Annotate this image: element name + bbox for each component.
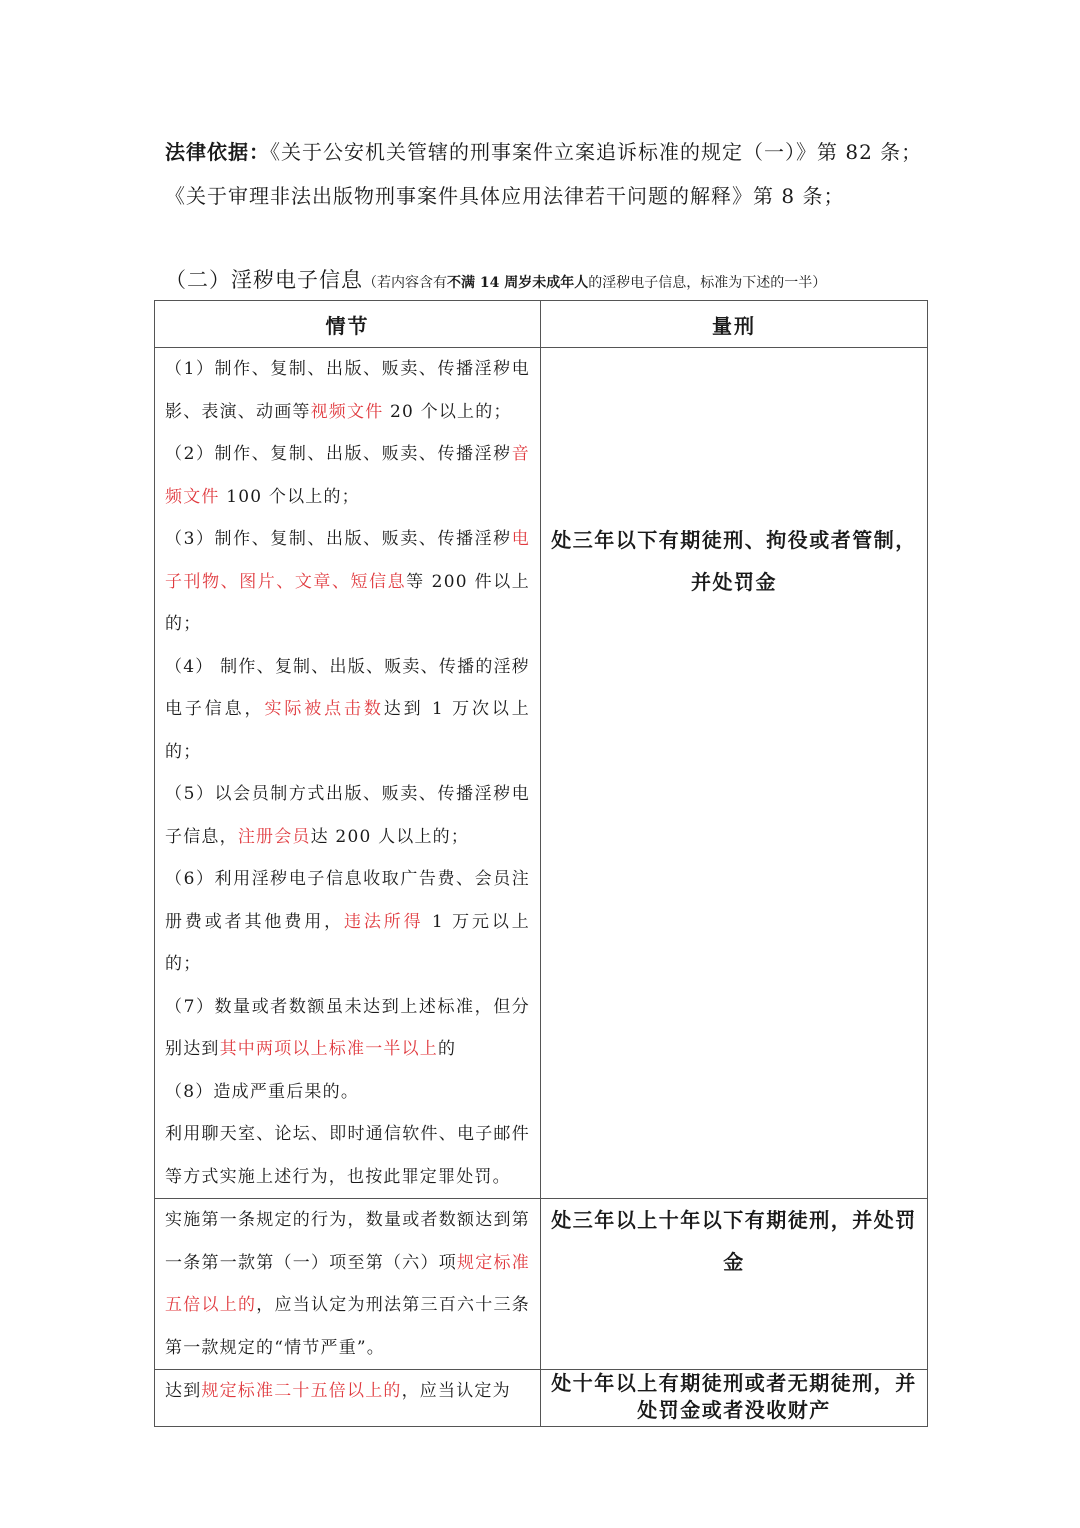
header-sentence: 量刑 bbox=[541, 301, 928, 348]
sentence-cell bbox=[541, 1370, 928, 1427]
item-text: 实施第一条规定的行为，数量或者数额达到第一条第一款第（一）项至第（六）项 bbox=[165, 1210, 530, 1273]
item-text: （3）制作、复制、出版、贩卖、传播淫秽 bbox=[165, 529, 512, 549]
circumstance-cell bbox=[155, 348, 541, 1199]
table-row bbox=[155, 1199, 928, 1370]
table-row bbox=[155, 348, 928, 1199]
item-text: （5）以会员制方式出版、贩卖、传播淫秽电子信息， bbox=[165, 784, 530, 847]
circumstance-cell bbox=[155, 1199, 541, 1370]
table-row bbox=[155, 1370, 928, 1427]
section-note bbox=[363, 275, 826, 291]
note-emphasis: 不满 14 周岁未成年人 bbox=[447, 275, 589, 291]
section-heading bbox=[165, 262, 945, 301]
list-item bbox=[165, 646, 530, 774]
section-title: （二）淫秽电子信息 bbox=[165, 268, 363, 292]
sentence-cell bbox=[541, 1199, 928, 1370]
sentence-text: 处三年以下有期徒刑、拘役或者管制，并处罚金 bbox=[551, 528, 917, 594]
legal-basis-line-1 bbox=[165, 130, 945, 174]
item-text: （7）数量或者数额虽未达到上述标准，但分别达到 bbox=[165, 996, 530, 1059]
item-highlight: 其中两项以上标准一半以上 bbox=[219, 1039, 439, 1059]
header-circumstance: 情节 bbox=[155, 301, 541, 348]
sentencing-table bbox=[154, 300, 928, 1427]
sentence-text: 处十年以上有期徒刑或者无期徒刑，并处罚金或者没收财产 bbox=[551, 1371, 917, 1422]
item-text: ，应当认定为 bbox=[401, 1381, 511, 1401]
list-item bbox=[165, 773, 530, 858]
list-item: （8）造成严重后果的。 bbox=[165, 1081, 360, 1102]
item-text: 100 个以上的； bbox=[219, 486, 360, 507]
item-highlight: 规定标准二十五倍以上的 bbox=[201, 1381, 402, 1401]
list-item bbox=[165, 348, 530, 433]
item-text: 20 个以上的； bbox=[383, 401, 512, 422]
item-text: （1）制作、复制、出版、贩卖、传播淫秽电影、表演、动画等 bbox=[165, 359, 530, 422]
legal-basis-ref-1: 《关于公安机关管辖的刑事案件立案追诉标准的规定（一）》第 82 条； bbox=[270, 140, 923, 164]
item-highlight: 注册会员 bbox=[237, 826, 311, 847]
item-highlight: 规定标准五倍以上的 bbox=[165, 1252, 530, 1315]
list-item-note: 利用聊天室、论坛、即时通信软件、电子邮件等方式实施上述行为，也按此罪定罪处罚。 bbox=[165, 1124, 530, 1187]
list-item bbox=[165, 986, 530, 1071]
legal-basis-ref-2: 《关于审理非法出版物刑事案件具体应用法律若干问题的解释》第 8 条； bbox=[165, 184, 845, 208]
legal-basis-label: 法律依据： bbox=[165, 140, 270, 164]
circumstance-cell bbox=[155, 1370, 541, 1427]
legal-basis bbox=[165, 130, 945, 218]
note-prefix: （若内容含有 bbox=[363, 275, 447, 291]
sentence-cell bbox=[541, 348, 928, 1199]
item-highlight: 违法所得 bbox=[343, 911, 424, 932]
item-highlight: 视频文件 bbox=[310, 401, 384, 422]
item-highlight: 实际被点击数 bbox=[264, 699, 384, 719]
list-item bbox=[165, 518, 530, 646]
item-text: 达到 1 万次以上的； bbox=[165, 699, 530, 762]
cell-text-clip bbox=[165, 1370, 530, 1412]
item-text: 达 200 人以上的； bbox=[310, 826, 470, 847]
item-text: 的 bbox=[438, 1039, 457, 1059]
list-item bbox=[165, 433, 530, 518]
table-header-row bbox=[155, 301, 928, 348]
item-text: 1 万元以上的； bbox=[165, 911, 530, 974]
list-item bbox=[165, 858, 530, 986]
item-text: 达到 bbox=[165, 1381, 202, 1401]
item-text: （4） 制作、复制、出版、贩卖、传播的淫秽电子信息， bbox=[165, 656, 530, 719]
item-highlight: 电子刊物、图片、文章、短信息 bbox=[165, 529, 530, 592]
item-text: ，应当认定为刑法第三百六十三条第一款规定的“情节严重”。 bbox=[165, 1295, 531, 1358]
item-text: 等 200 件以上的； bbox=[165, 571, 530, 634]
list-item bbox=[165, 1199, 530, 1369]
item-text: （2）制作、复制、出版、贩卖、传播淫秽 bbox=[165, 444, 512, 464]
item-text: （6）利用淫秽电子信息收取广告费、会员注册费或者其他费用， bbox=[165, 869, 530, 932]
sentence-text: 处三年以上十年以下有期徒刑，并处罚金 bbox=[551, 1208, 917, 1274]
note-suffix: 的淫秽电子信息，标准为下述的一半） bbox=[588, 275, 827, 291]
item-highlight: 音频文件 bbox=[165, 444, 530, 507]
